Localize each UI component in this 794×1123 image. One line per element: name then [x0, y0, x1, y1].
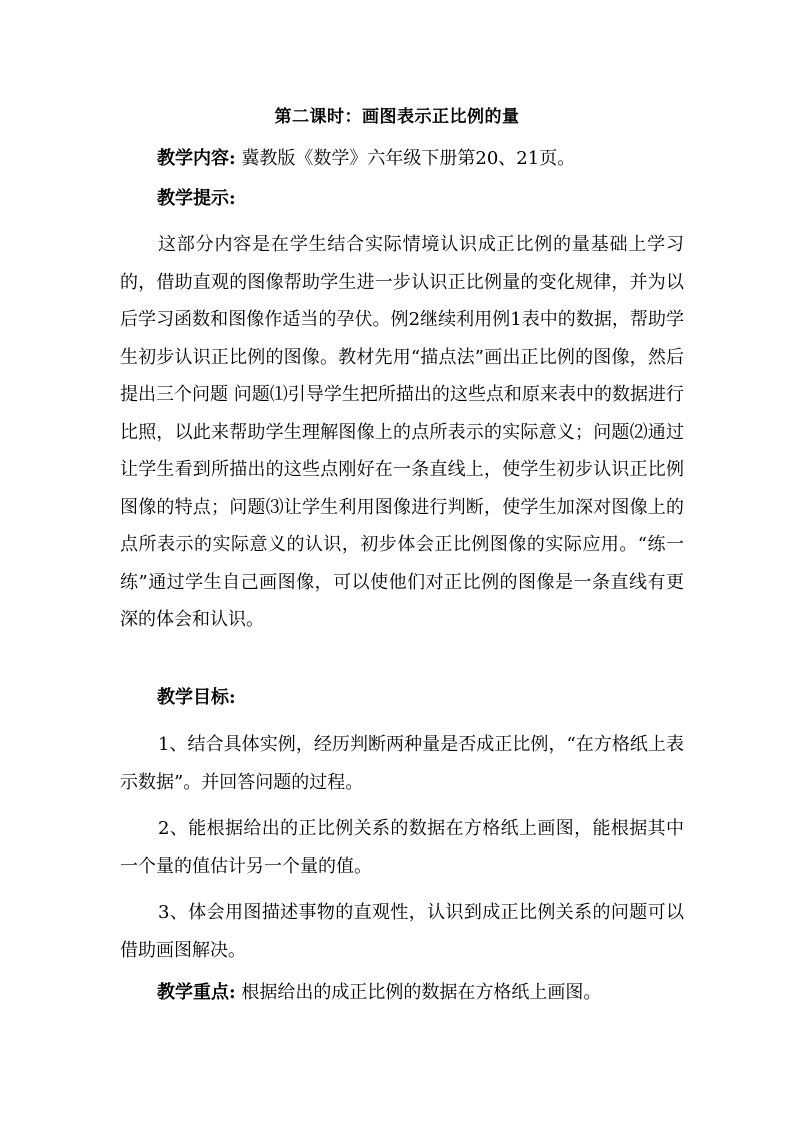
teaching-goal-item-3: 3、体会用图描述事物的直观性，认识到成正比例关系的问题可以借助画图解决。 [120, 902, 684, 961]
teaching-content-value: 冀教版《数学》六年级下册第20、21页。 [241, 148, 576, 169]
teaching-goals-label: 教学目标: [157, 687, 236, 708]
teaching-hints-label: 教学提示: [157, 188, 236, 209]
page-title: 第二课时：画图表示正比例的量 [274, 107, 520, 127]
teaching-goal-item-1: 1、结合具体实例，经历判断两种量是否成正比例，“在方格纸上表示数据”。并回答问题的过程。 [120, 734, 684, 793]
teaching-content-label: 教学内容: [157, 148, 236, 169]
teaching-content-line [157, 145, 717, 173]
teaching-goal-item-2: 2、能根据给出的正比例关系的数据在方格纸上画图，能根据其中一个量的值估计另一个量的值。 [120, 818, 684, 877]
teaching-key-point-label: 教学重点: [157, 982, 236, 1003]
teaching-key-point-value: 根据给出的成正比例的数据在方格纸上画图。 [241, 982, 602, 1003]
teaching-hints-paragraph: 这部分内容是在学生结合实际情境认识成正比例的量基础上学习的，借助直观的图像帮助学生进一步认识正比例量的变化规律，并为以后学习函数和图像作适当的孕伏。例2继续利用例1表中的数据，帮助学生初步认识正比例的图像。教材先用“描点法”画出正比例的图像，然后提出三个问题 问题⑴引导学生把所描出的这些点和原来表中的数据进行比照，以此来帮助学生理解图像上的点所表示的实际意义；问题⑵通过让学生看到所描出的这些点刚好在一条直线上，使学生初步认识正比例图像的特点；问题⑶让学生利用图像进行判断，使学生加深对图像上的点所表示的实际意义的认识，初步体会正比例图像的实际应用。“练一练”通过学生自己画图像，可以使他们对正比例的图像是一条直线有更深的体会和认识。 [120, 234, 684, 630]
teaching-key-point-line [157, 979, 717, 1007]
